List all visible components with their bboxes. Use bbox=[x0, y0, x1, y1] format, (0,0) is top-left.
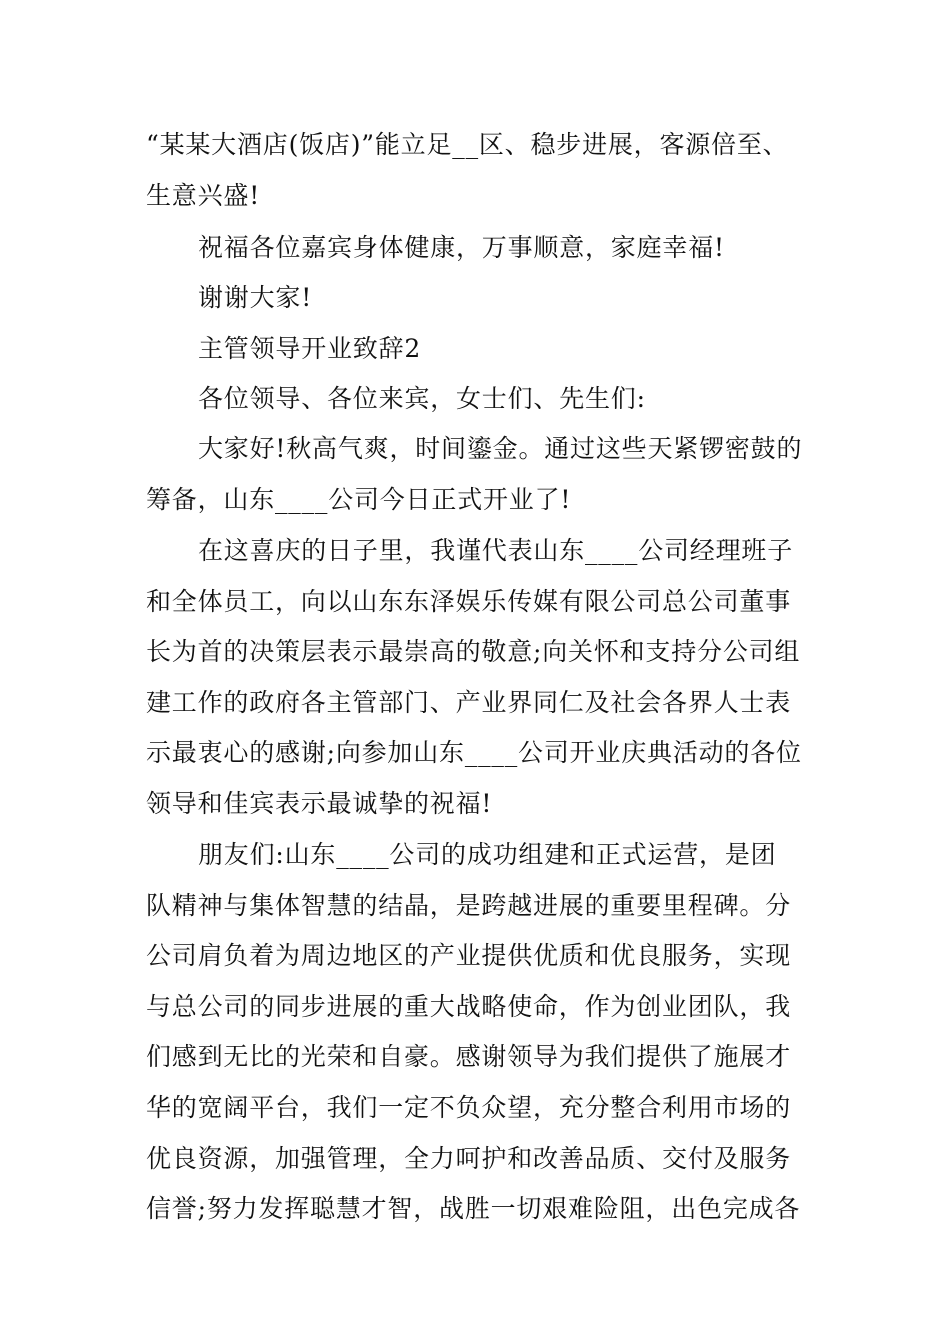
text-line: 谢谢大家! bbox=[198, 283, 313, 312]
text-line: 领导和佳宾表示最诚挚的祝福! bbox=[146, 788, 493, 818]
paragraph-opening bbox=[146, 424, 811, 525]
text-line: 优良资源，加强管理，全力呵护和改善品质、交付及服务 bbox=[146, 1143, 792, 1173]
text-line: 公司肩负着为周边地区的产业提供优质和优良服务，实现 bbox=[146, 941, 792, 971]
paragraph-hotel-wishes bbox=[146, 120, 811, 221]
paragraph-salutation bbox=[146, 374, 811, 425]
text-line: “某某大酒店(饭店)”能立足__区、稳步进展，客源倍至、 bbox=[146, 130, 789, 159]
text-line: 示最衷心的感谢;向参加山东____公司开业庆典活动的各位 bbox=[146, 738, 802, 768]
text-line: 和全体员工，向以山东东泽娱乐传媒有限公司总公司董事 bbox=[146, 586, 792, 616]
text-line: 祝福各位嘉宾身体健康，万事顺意，家庭幸福! bbox=[198, 233, 725, 262]
paragraph-gratitude bbox=[146, 526, 811, 830]
text-line: 生意兴盛! bbox=[146, 180, 261, 210]
text-line: 队精神与集体智慧的结晶，是跨越进展的重要里程碑。分 bbox=[146, 890, 792, 920]
text-line: 筹备，山东____公司今日正式开业了! bbox=[146, 484, 572, 514]
text-line: 长为首的决策层表示最崇高的敬意;向关怀和支持分公司组 bbox=[146, 637, 801, 667]
paragraph-thanks bbox=[146, 273, 811, 324]
text-line: 华的宽阔平台，我们一定不负众望，充分整合利用市场的 bbox=[146, 1092, 792, 1122]
text-line: 建工作的政府各主管部门、产业界同仁及社会各界人士表 bbox=[146, 687, 792, 717]
text-line: 朋友们:山东____公司的成功组建和正式运营，是团 bbox=[198, 840, 777, 869]
text-line: 们感到无比的光荣和自豪。感谢领导为我们提供了施展才 bbox=[146, 1042, 792, 1072]
text-line: 与总公司的同步进展的重大战略使命，作为创业团队，我 bbox=[146, 991, 792, 1021]
paragraph-friends bbox=[146, 830, 811, 1235]
text-line: 信誉;努力发挥聪慧才智，战胜一切艰难险阻，出色完成各 bbox=[146, 1194, 801, 1224]
text-line: 大家好!秋高气爽，时间鎏金。通过这些天紧锣密鼓的 bbox=[198, 434, 803, 463]
text-line: 在这喜庆的日子里，我谨代表山东____公司经理班子 bbox=[198, 536, 794, 565]
text-line: 主管领导开业致辞2 bbox=[198, 334, 422, 363]
paragraph-guest-blessing bbox=[146, 223, 811, 274]
section-title bbox=[146, 324, 811, 375]
text-line: 各位领导、各位来宾，女士们、先生们: bbox=[198, 384, 646, 413]
